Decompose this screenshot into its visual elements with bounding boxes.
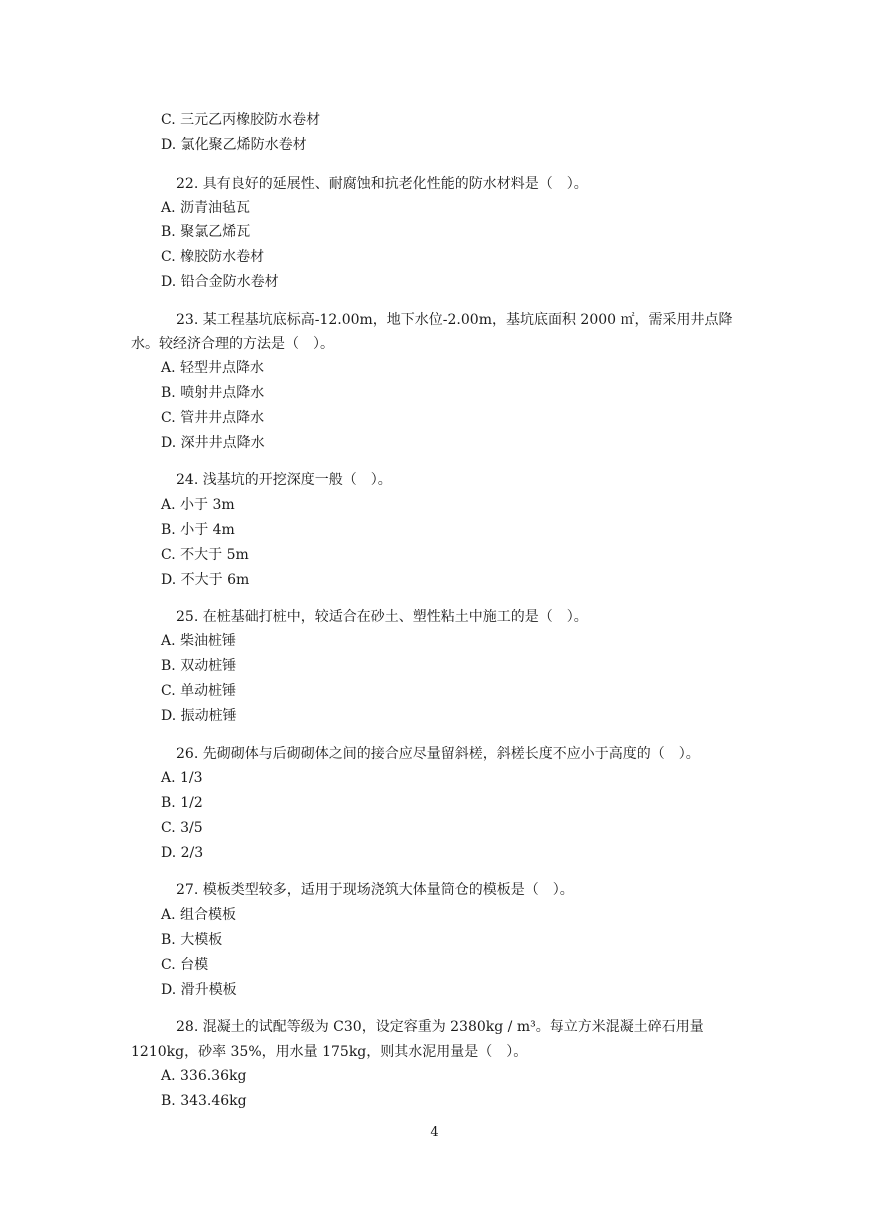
question-28: 28. 混凝土的试配等级为 C30，设定容重为 2380kg / m³。每立方米混凝土碎石用量	[176, 1019, 704, 1035]
option-28b: B. 343.46kg	[161, 1093, 247, 1109]
option-22d: D. 铅合金防水卷材	[161, 274, 279, 290]
option-24d: D. 不大于 6m	[161, 572, 250, 588]
option-25c: C. 单动桩锤	[161, 683, 237, 699]
option-27c: C. 台模	[161, 957, 209, 973]
option-28a: A. 336.36kg	[161, 1068, 247, 1084]
option-24b: B. 小于 4m	[161, 522, 235, 538]
option-23d: D. 深井井点降水	[161, 435, 265, 451]
question-28-cont: 1210kg，砂率 35%，用水量 175kg，则其水泥用量是（ ）。	[131, 1044, 528, 1060]
option-25b: B. 双动桩锤	[161, 658, 237, 674]
option-23c: C. 管井井点降水	[161, 410, 265, 426]
option-22c: C. 橡胶防水卷材	[161, 249, 265, 265]
option-21c: C. 三元乙丙橡胶防水卷材	[161, 112, 321, 128]
question-23: 23. 某工程基坑底标高-12.00m，地下水位-2.00m，基坑底面积 2000 ㎡，需采用井点降	[176, 312, 733, 328]
option-22b: B. 聚氯乙烯瓦	[161, 224, 251, 240]
option-27a: A. 组合模板	[161, 907, 237, 923]
question-24: 24. 浅基坑的开挖深度一般（ ）。	[176, 472, 392, 488]
option-27d: D. 滑升模板	[161, 982, 237, 998]
option-26d: D. 2/3	[161, 845, 204, 861]
option-26a: A. 1/3	[161, 770, 203, 786]
option-25d: D. 振动桩锤	[161, 708, 237, 724]
option-24c: C. 不大于 5m	[161, 547, 249, 563]
option-25a: A. 柴油桩锤	[161, 633, 237, 649]
option-27b: B. 大模板	[161, 932, 223, 948]
option-26c: C. 3/5	[161, 820, 203, 836]
question-25: 25. 在桩基础打桩中，较适合在砂土、塑性粘土中施工的是（ ）。	[176, 609, 588, 625]
option-26b: B. 1/2	[161, 795, 203, 811]
option-23a: A. 轻型井点降水	[161, 360, 265, 376]
question-22: 22. 具有良好的延展性、耐腐蚀和抗老化性能的防水材料是（ ）。	[176, 176, 588, 192]
page-number: 4	[430, 1125, 439, 1140]
question-27: 27. 模板类型较多，适用于现场浇筑大体量筒仓的模板是（ ）。	[176, 882, 574, 898]
option-23b: B. 喷射井点降水	[161, 385, 265, 401]
option-22a: A. 沥青油毡瓦	[161, 200, 251, 216]
question-23-cont: 水。较经济合理的方法是（ ）。	[131, 336, 334, 352]
option-24a: A. 小于 3m	[161, 497, 235, 513]
question-26: 26. 先砌砌体与后砌砌体之间的接合应尽量留斜槎，斜槎长度不应小于高度的（ ）。	[176, 746, 700, 762]
option-21d: D. 氯化聚乙烯防水卷材	[161, 137, 307, 153]
